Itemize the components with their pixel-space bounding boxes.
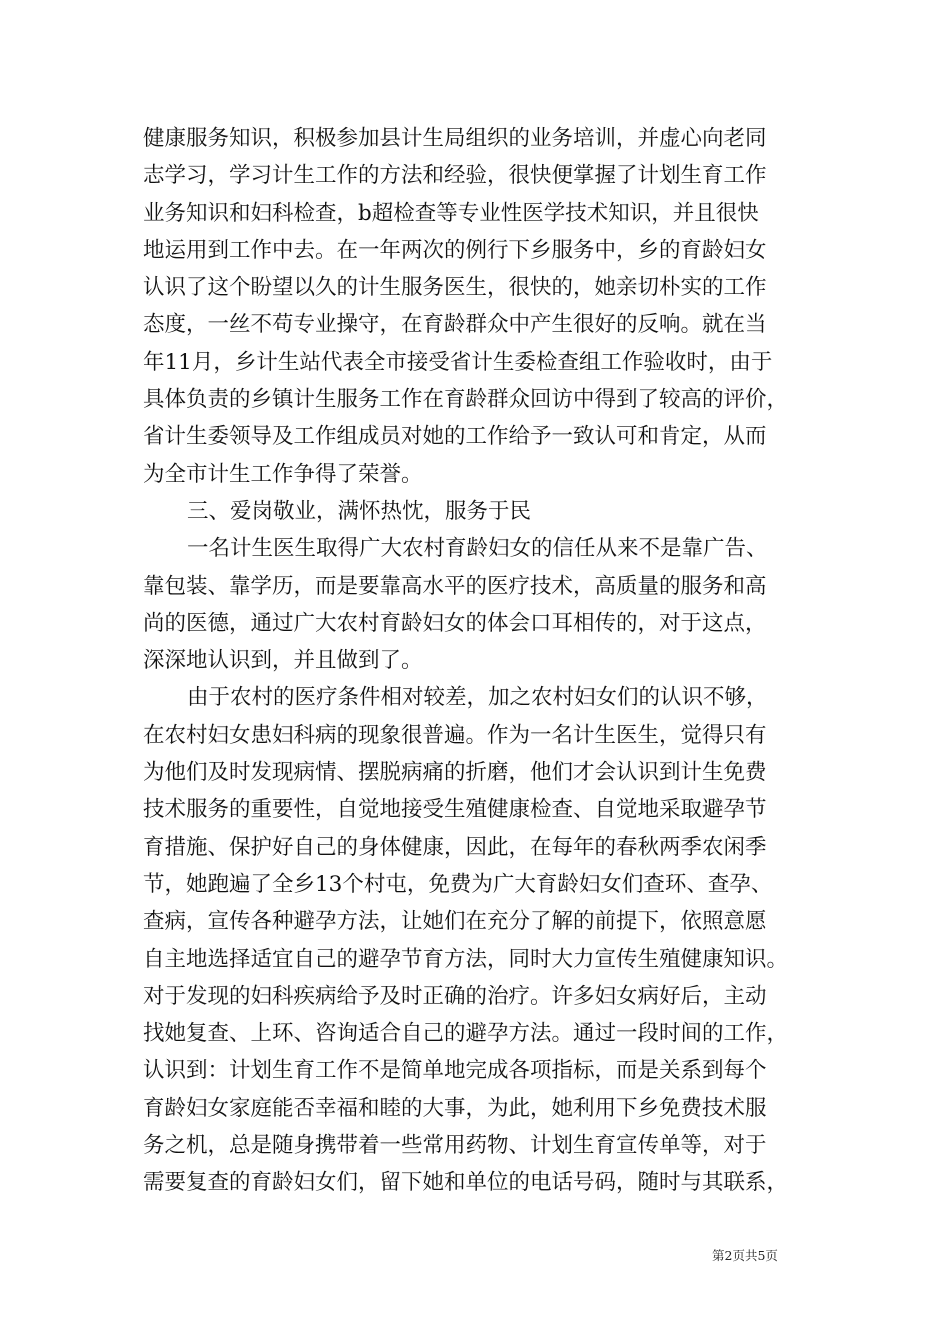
text-line: 认识了这个盼望以久的计生服务医生，很快的，她亲切朴实的工作	[143, 275, 767, 301]
paragraph-first-line: 一名计生医生取得广大农村育龄妇女的信任从来不是靠广告、	[187, 536, 768, 562]
text-line: 在农村妇女患妇科病的现象很普遍。作为一名计生医生，觉得只有	[143, 722, 767, 748]
text-line: 态度，一丝不苟专业操守，在育龄群众中产生很好的反响。就在当	[143, 312, 767, 338]
text-line: 自主地选择适宜自己的避孕节育方法，同时大力宣传生殖健康知识。	[143, 946, 789, 972]
text-line: 为全市计生工作争得了荣誉。	[143, 461, 423, 487]
text-line: 找她复查、上环、咨询适合自己的避孕方法。通过一段时间的工作，	[143, 1021, 789, 1047]
text-line: 健康服务知识，积极参加县计生局组织的业务培训，并虚心向老同	[143, 126, 767, 151]
text-line: 育龄妇女家庭能否幸福和睦的大事，为此，她利用下乡免费技术服	[143, 1095, 767, 1121]
text-line: 育措施、保护好自己的身体健康，因此，在每年的春秋两季农闲季	[143, 834, 767, 860]
text-line: 需要复查的育龄妇女们，留下她和单位的电话号码，随时与其联系，	[143, 1170, 789, 1196]
text-line: 认识到：计划生育工作不是简单地完成各项指标，而是关系到每个	[143, 1058, 767, 1084]
text-line: 节，她跑遍了全乡13个村屯，免费为广大育龄妇女们查环、查孕、	[143, 871, 773, 897]
text-line: 尚的医德，通过广大农村育龄妇女的体会口耳相传的，对于这点，	[143, 610, 767, 636]
text-line: 为他们及时发现病情、摆脱病痛的折磨，他们才会认识到计生免费	[143, 760, 767, 786]
text-line: 查病，宣传各种避孕方法，让她们在充分了解的前提下，依照意愿	[143, 909, 767, 935]
text-line: 具体负责的乡镇计生服务工作在育龄群众回访中得到了较高的评价，	[143, 387, 789, 413]
text-line: 地运用到工作中去。在一年两次的例行下乡服务中，乡的育龄妇女	[143, 237, 767, 263]
text-line: 务之机，总是随身携带着一些常用药物、计划生育宣传单等，对于	[143, 1133, 767, 1159]
text-line: 业务知识和妇科检查，b超检查等专业性医学技术知识，并且很快	[143, 200, 759, 226]
text-line: 志学习，学习计生工作的方法和经验，很快便掌握了计划生育工作	[143, 163, 767, 189]
text-line: 对于发现的妇科疾病给予及时正确的治疗。许多妇女病好后，主动	[143, 983, 767, 1009]
section-heading: 三、爱岗敬业，满怀热忱，服务于民	[187, 498, 532, 524]
text-line: 省计生委领导及工作组成员对她的工作给予一致认可和肯定，从而	[143, 424, 767, 450]
body-text	[143, 120, 823, 1202]
text-line: 靠包装、靠学历，而是要靠高水平的医疗技术，高质量的服务和高	[143, 573, 767, 599]
text-line: 技术服务的重要性，自觉地接受生殖健康检查、自觉地采取避孕节	[143, 797, 767, 823]
paragraph-first-line: 由于农村的医疗条件相对较差，加之农村妇女们的认识不够，	[187, 685, 768, 711]
text-line: 年11月，乡计生站代表全市接受省计生委检查组工作验收时，由于	[143, 349, 773, 375]
text-line: 深深地认识到，并且做到了。	[143, 648, 423, 674]
page-number-footer: 第2页共5页	[712, 1248, 778, 1263]
